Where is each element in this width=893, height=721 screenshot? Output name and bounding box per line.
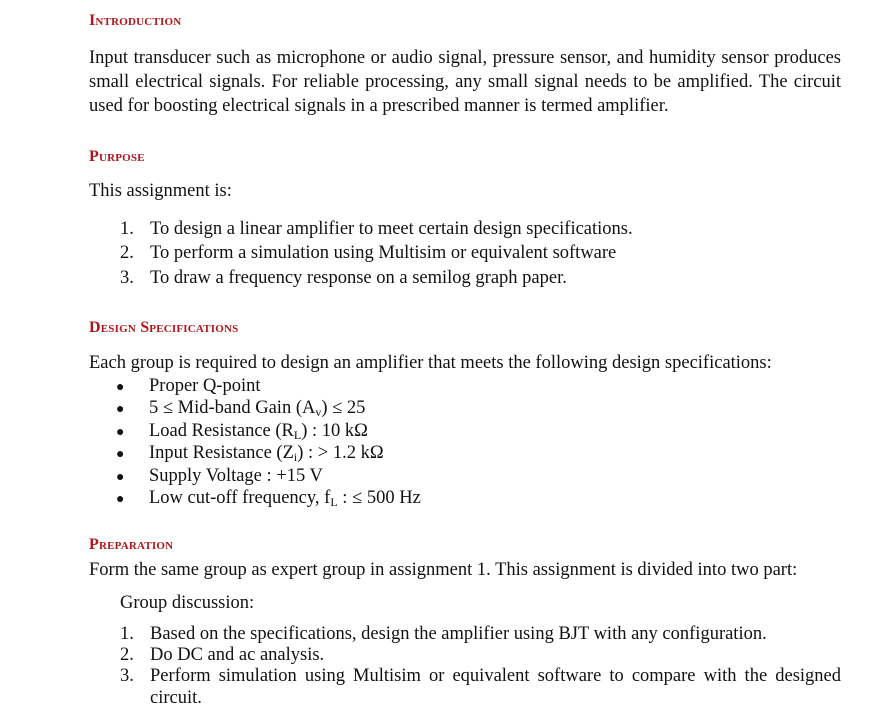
list-number: 2.: [120, 645, 134, 665]
design-lead: Each group is required to design an amplifier that meets the following design specifications:: [89, 353, 772, 373]
list-item: To draw a frequency response on a semilog graph paper.: [150, 268, 567, 288]
list-number: 1.: [120, 219, 134, 239]
preparation-heading: Preparation: [89, 536, 174, 553]
list-number: 2.: [120, 243, 134, 263]
introduction-body: Input transducer such as microphone or audio signal, pressure sensor, and humidity sensor produces small electrical signals. For reliable processing, any small signal needs to be amplified. The circuit used for boosting electrical signals in a prescribed manner is termed amplifier.: [89, 48, 841, 116]
preparation-subheading: Group discussion:: [120, 593, 255, 613]
list-item: Based on the specifications, design the amplifier using BJT with any configuration.: [150, 624, 767, 644]
list-item: Perform simulation using Multisim or equivalent software to compare with the designed: [150, 666, 841, 686]
list-item-continuation: circuit.: [150, 688, 202, 708]
spec-gain: 5 ≤ Mid-band Gain $(A_v) \le 25$: [149, 398, 366, 419]
bullet-icon: ●: [116, 470, 125, 485]
preparation-lead: Form the same group as expert group in assignment 1. This assignment is divided into two part:: [89, 560, 798, 580]
list-item: Do DC and ac analysis.: [150, 645, 325, 665]
design-heading: Design Specifications: [89, 319, 239, 336]
spec-q-point: Proper Q-point: [149, 376, 261, 396]
list-number: 1.: [120, 624, 134, 644]
purpose-lead: This assignment is:: [89, 181, 232, 201]
list-number: 3.: [120, 666, 134, 686]
spec-input: Input Resistance $(Z_i)$ : > 1.2 kΩ: [149, 443, 384, 464]
bullet-icon: ●: [116, 492, 125, 507]
list-number: 3.: [120, 268, 134, 288]
bullet-icon: ●: [116, 447, 125, 462]
introduction-heading: Introduction: [89, 12, 182, 29]
bullet-icon: ●: [116, 380, 125, 395]
spec-cutoff: Low cut-off frequency, $f_L$ : ≤ 500 Hz: [149, 488, 421, 509]
list-item: To perform a simulation using Multisim or equivalent software: [150, 243, 617, 263]
bullet-icon: ●: [116, 425, 125, 440]
list-item: To design a linear amplifier to meet certain design specifications.: [150, 219, 633, 239]
bullet-icon: ●: [116, 402, 125, 417]
spec-load: Load Resistance $(R_L)$ : 10 kΩ: [149, 421, 368, 442]
spec-supply: Supply Voltage : +15 V: [149, 466, 323, 486]
purpose-heading: Purpose: [89, 148, 145, 165]
